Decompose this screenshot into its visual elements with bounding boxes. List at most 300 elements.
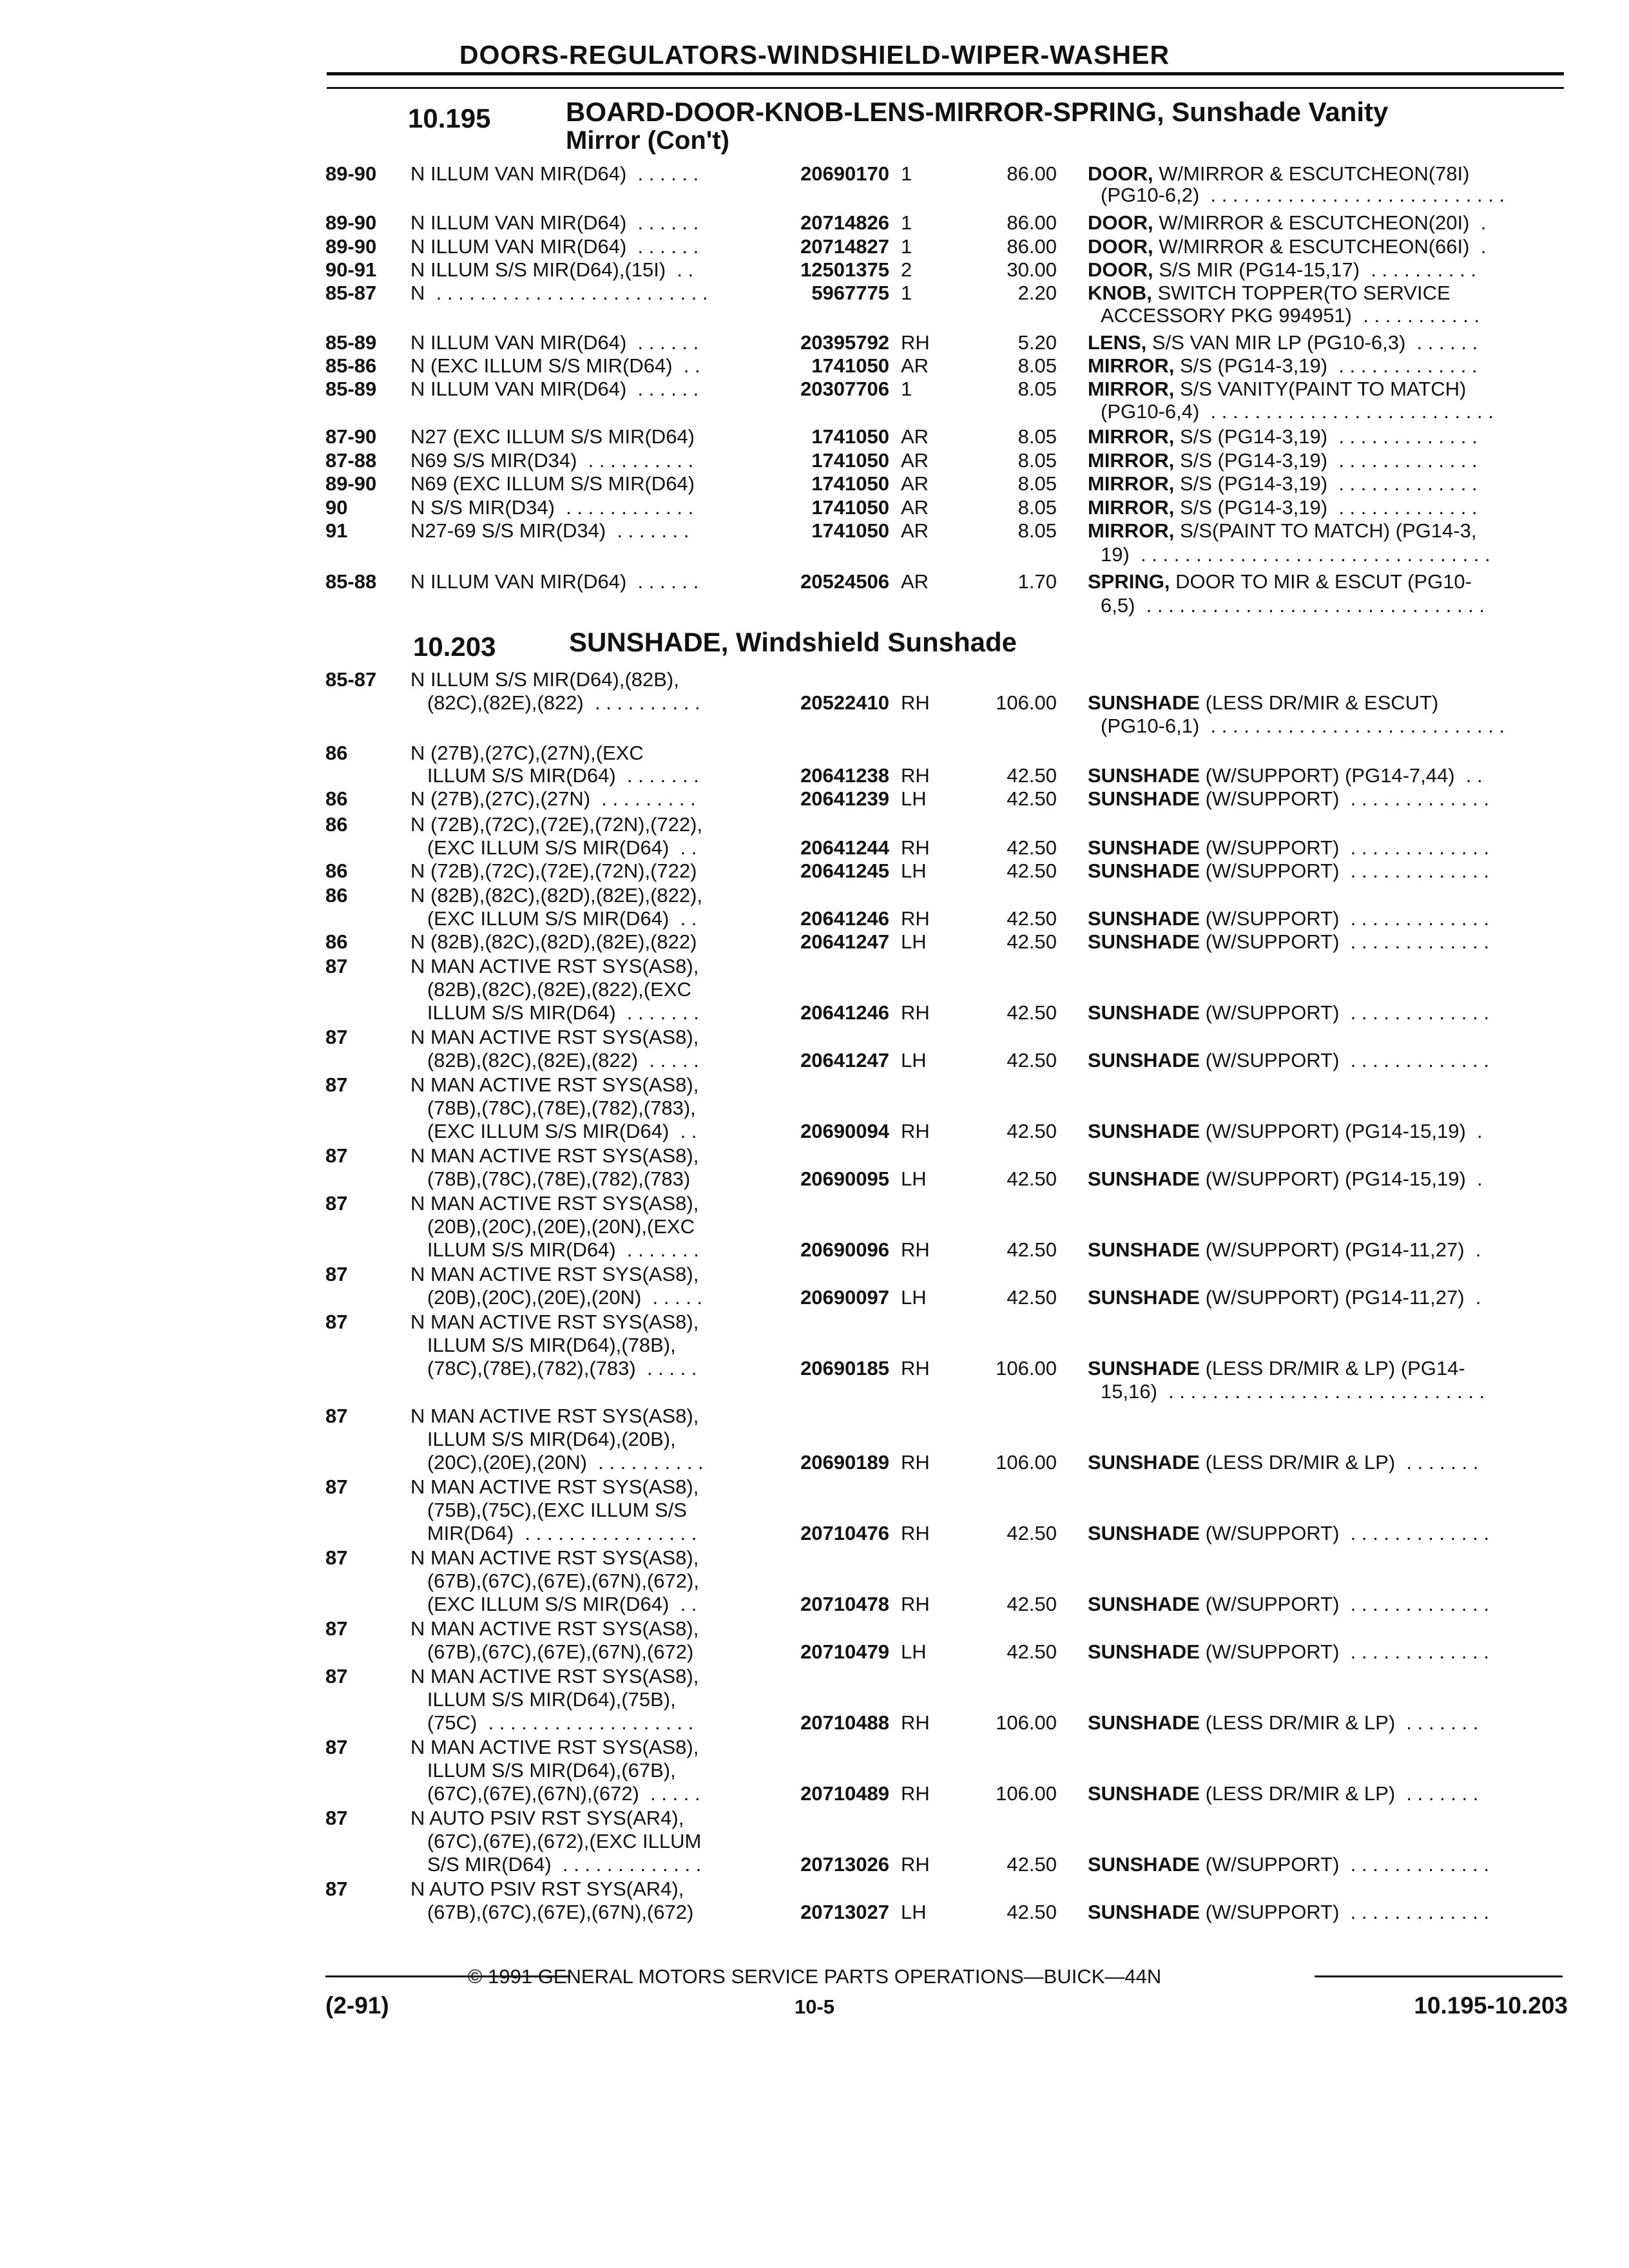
usage-description: N (82B),(82C),(82D),(82E),(822) — [410, 930, 697, 953]
usage-description: N MAN ACTIVE RST SYS(AS8), — [410, 1192, 699, 1215]
part-name — [1088, 282, 1451, 305]
part-name-detail: S/S VANITY(PAINT TO MATCH) — [1174, 378, 1467, 400]
part-name-keyword: MIRROR, — [1088, 354, 1175, 377]
usage-description: N MAN ACTIVE RST SYS(AS8), — [410, 1073, 699, 1096]
part-name-keyword: MIRROR, — [1088, 449, 1175, 472]
model-year: 87 — [325, 1546, 348, 1569]
part-number: 20641246 — [800, 1001, 889, 1024]
model-year: 87 — [325, 955, 348, 977]
model-year: 86 — [325, 742, 348, 764]
model-year: 87 — [325, 1475, 348, 1498]
usage-description: N ILLUM S/S MIR(D64),(15I) . . — [410, 258, 694, 281]
model-year: 87 — [325, 1617, 348, 1640]
quantity: RH — [901, 1782, 930, 1805]
part-name — [1088, 930, 1489, 954]
quantity: 1 — [901, 282, 912, 304]
part-name-detail: W/MIRROR & ESCUTCHEON(20I) . — [1153, 211, 1487, 234]
part-number: 20641245 — [800, 860, 889, 882]
part-name-detail: (W/SUPPORT) (PG14-15,19) . — [1199, 1168, 1483, 1190]
part-name — [1088, 836, 1489, 860]
page-header-title: DOORS-REGULATORS-WINDSHIELD-WIPER-WASHER — [459, 40, 1170, 70]
price: 106.00 — [996, 1782, 1057, 1805]
part-name — [1088, 570, 1472, 593]
part-name-keyword: SUNSHADE — [1088, 1168, 1200, 1190]
part-name-keyword: DOOR, — [1088, 258, 1153, 281]
part-name-keyword: MIRROR, — [1088, 425, 1175, 448]
price: 86.00 — [1007, 211, 1057, 234]
model-year: 87 — [325, 1405, 348, 1427]
part-name-keyword: SUNSHADE — [1088, 787, 1200, 810]
quantity: AR — [901, 472, 929, 495]
usage-description: N ILLUM VAN MIR(D64) . . . . . . — [410, 235, 699, 258]
usage-description: N ILLUM VAN MIR(D64) . . . . . . — [410, 162, 699, 185]
usage-description: N ILLUM VAN MIR(D64) . . . . . . — [410, 211, 699, 234]
part-name-detail: W/MIRROR & ESCUTCHEON(78I) — [1153, 162, 1470, 185]
price: 42.50 — [1007, 1853, 1057, 1876]
price: 42.50 — [1007, 787, 1057, 810]
model-year: 87 — [325, 1192, 348, 1215]
part-name — [1088, 162, 1469, 186]
quantity: LH — [901, 1640, 927, 1663]
part-number: 20690097 — [800, 1286, 889, 1309]
footer-section-range: 10.195-10.203 — [1414, 1992, 1568, 2019]
part-name-keyword: DOOR, — [1088, 211, 1153, 234]
usage-description: (EXC ILLUM S/S MIR(D64) . . — [410, 907, 697, 930]
part-number: 20690189 — [800, 1451, 889, 1474]
part-name-detail: (W/SUPPORT) (PG14-15,19) . — [1199, 1120, 1483, 1142]
price: 5.20 — [1017, 331, 1057, 354]
model-year: 89-90 — [325, 235, 377, 258]
quantity: RH — [901, 1451, 930, 1474]
part-name-keyword: SPRING, — [1088, 570, 1170, 593]
part-name-keyword: SUNSHADE — [1088, 1049, 1200, 1072]
part-name-detail: (LESS DR/MIR & LP) . . . . . . . — [1199, 1711, 1479, 1734]
part-name-detail: (W/SUPPORT) . . . . . . . . . . . . . — [1199, 1853, 1489, 1876]
usage-description: (67B),(67C),(67E),(67N),(672) — [410, 1901, 694, 1923]
part-name — [1088, 258, 1476, 282]
part-number: 12501375 — [800, 258, 889, 281]
part-number: 20690185 — [800, 1357, 889, 1379]
part-name-keyword: KNOB, — [1088, 282, 1152, 304]
section-title-10-195: BOARD-DOOR-KNOB-LENS-MIRROR-SPRING, Sunshade Vanity — [566, 97, 1389, 127]
usage-description: N ILLUM VAN MIR(D64) . . . . . . — [410, 331, 699, 354]
usage-description: (75C) . . . . . . . . . . . . . . . . . . . — [410, 1711, 694, 1734]
usage-description: (67C),(67E),(67N),(672) . . . . . — [410, 1782, 700, 1805]
part-number: 20714826 — [800, 211, 889, 234]
model-year: 86 — [325, 787, 348, 810]
quantity: LH — [901, 930, 927, 953]
part-name-detail: S/S (PG14-3,19) . . . . . . . . . . . . . — [1174, 425, 1478, 448]
part-name — [1088, 425, 1478, 448]
model-year: 87 — [325, 1807, 348, 1829]
part-name — [1088, 1711, 1478, 1735]
part-number: 20641238 — [800, 764, 889, 787]
usage-description: (EXC ILLUM S/S MIR(D64) . . — [410, 1593, 697, 1615]
quantity: AR — [901, 354, 929, 377]
part-name — [1088, 764, 1483, 787]
section-subtitle-10-195: Mirror (Con't) — [566, 126, 729, 155]
price: 8.05 — [1017, 378, 1057, 400]
usage-description: N ILLUM VAN MIR(D64) . . . . . . — [410, 570, 699, 593]
part-name-keyword: SUNSHADE — [1088, 1853, 1200, 1876]
part-name — [1088, 1286, 1481, 1309]
part-name-detail: (W/SUPPORT) . . . . . . . . . . . . . — [1199, 907, 1489, 930]
usage-description: (78B),(78C),(78E),(782),(783), — [410, 1097, 696, 1119]
part-name — [1088, 1640, 1489, 1664]
part-name-detail: (W/SUPPORT) . . . . . . . . . . . . . — [1199, 1522, 1489, 1544]
footer-page-number: 10-5 — [794, 1995, 835, 2018]
part-number: 1741050 — [811, 519, 889, 542]
usage-description: N MAN ACTIVE RST SYS(AS8), — [410, 1026, 699, 1048]
part-name — [1088, 691, 1438, 715]
usage-description: ILLUM S/S MIR(D64),(78B), — [410, 1334, 676, 1356]
model-year: 91 — [325, 519, 348, 542]
price: 42.50 — [1007, 860, 1057, 882]
part-name — [1088, 1120, 1483, 1143]
section-number-10-195: 10.195 — [408, 103, 491, 133]
part-name-detail: S/S (PG14-3,19) . . . . . . . . . . . . . — [1174, 354, 1478, 377]
part-number: 20710489 — [800, 1782, 889, 1805]
price: 106.00 — [996, 691, 1057, 714]
usage-description: N (27B),(27C),(27N) . . . . . . . . . — [410, 787, 696, 810]
model-year: 90 — [325, 496, 348, 519]
part-name-detail: (LESS DR/MIR & ESCUT) — [1199, 691, 1439, 714]
price: 42.50 — [1007, 1168, 1057, 1190]
part-name-detail: (W/SUPPORT) . . . . . . . . . . . . . — [1199, 1001, 1489, 1024]
price: 42.50 — [1007, 1522, 1057, 1544]
quantity: RH — [901, 1357, 930, 1379]
part-number: 20641246 — [800, 907, 889, 930]
part-name-keyword: SUNSHADE — [1088, 1238, 1200, 1261]
model-year: 87 — [325, 1665, 348, 1687]
part-name-keyword: LENS, — [1088, 331, 1147, 354]
quantity: 1 — [901, 235, 912, 258]
part-name-detail: (W/SUPPORT) . . . . . . . . . . . . . — [1199, 1593, 1489, 1615]
model-year: 85-86 — [325, 354, 377, 377]
price: 106.00 — [996, 1451, 1057, 1474]
part-number: 20714827 — [800, 235, 889, 258]
part-name-keyword: SUNSHADE — [1088, 1001, 1200, 1024]
model-year: 87-88 — [325, 449, 377, 472]
part-name — [1088, 354, 1478, 378]
part-number: 20641244 — [800, 836, 889, 859]
part-name — [1088, 1049, 1489, 1072]
usage-description: N ILLUM VAN MIR(D64) . . . . . . — [410, 378, 699, 400]
usage-description: N (72B),(72C),(72E),(72N),(722), — [410, 813, 703, 836]
model-year: 87 — [325, 1736, 348, 1758]
price: 42.50 — [1007, 1593, 1057, 1615]
part-number: 20710478 — [800, 1593, 889, 1615]
price: 2.20 — [1017, 282, 1057, 304]
usage-description: MIR(D64) . . . . . . . . . . . . . . . . — [410, 1522, 697, 1544]
part-number: 20641247 — [800, 930, 889, 953]
section-number-10-203: 10.203 — [413, 631, 496, 662]
price: 8.05 — [1017, 425, 1057, 448]
part-name-detail: (W/SUPPORT) . . . . . . . . . . . . . — [1199, 860, 1489, 882]
price: 106.00 — [996, 1711, 1057, 1734]
quantity: AR — [901, 570, 929, 593]
usage-description: (20B),(20C),(20E),(20N),(EXC — [410, 1215, 695, 1238]
part-name-detail: (W/SUPPORT) . . . . . . . . . . . . . — [1199, 1640, 1489, 1663]
usage-description: N MAN ACTIVE RST SYS(AS8), — [410, 1311, 699, 1333]
model-year: 87 — [325, 1026, 348, 1048]
usage-description: N (82B),(82C),(82D),(82E),(822), — [410, 884, 703, 907]
part-name-detail: (W/SUPPORT) . . . . . . . . . . . . . — [1199, 930, 1489, 953]
part-number: 20710479 — [800, 1640, 889, 1663]
part-name-continuation: 19) . . . . . . . . . . . . . . . . . . . . . . . . . . . . . . . . — [1101, 543, 1490, 566]
part-number: 20522410 — [800, 691, 889, 714]
part-name-continuation: (PG10-6,1) . . . . . . . . . . . . . . . . . . . . . . . . . . . — [1101, 715, 1505, 737]
part-name-keyword: SUNSHADE — [1088, 836, 1200, 859]
usage-description: N (72B),(72C),(72E),(72N),(722) — [410, 860, 697, 882]
model-year: 86 — [325, 930, 348, 953]
part-number: 20395792 — [800, 331, 889, 354]
price: 86.00 — [1007, 235, 1057, 258]
part-name-detail: (W/SUPPORT) . . . . . . . . . . . . . — [1199, 1049, 1489, 1072]
model-year: 86 — [325, 884, 348, 907]
quantity: LH — [901, 860, 927, 882]
part-name-detail: W/MIRROR & ESCUTCHEON(66I) . — [1153, 235, 1487, 258]
part-name-continuation: ACCESSORY PKG 994951) . . . . . . . . . . . — [1101, 304, 1480, 327]
model-year: 87 — [325, 1878, 348, 1900]
quantity: LH — [901, 1168, 927, 1190]
usage-description: ILLUM S/S MIR(D64) . . . . . . . — [410, 764, 699, 787]
part-name-detail: S/S (PG14-3,19) . . . . . . . . . . . . . — [1174, 496, 1478, 519]
part-name-detail: (W/SUPPORT) (PG14-11,27) . — [1199, 1238, 1481, 1261]
part-number: 5967775 — [811, 282, 889, 304]
usage-description: (67C),(67E),(672),(EXC ILLUM — [410, 1830, 702, 1852]
part-number: 20641239 — [800, 787, 889, 810]
usage-description: (EXC ILLUM S/S MIR(D64) . . — [410, 836, 697, 859]
price: 8.05 — [1017, 354, 1057, 377]
quantity: LH — [901, 1049, 927, 1072]
usage-description: N (EXC ILLUM S/S MIR(D64) . . — [410, 354, 700, 377]
quantity: LH — [901, 787, 927, 810]
model-year: 86 — [325, 860, 348, 882]
usage-description: N . . . . . . . . . . . . . . . . . . . . . . . . . — [410, 282, 708, 304]
usage-description: (82B),(82C),(82E),(822),(EXC — [410, 978, 691, 1001]
part-number: 20713027 — [800, 1901, 889, 1923]
part-name-keyword: SUNSHADE — [1088, 1357, 1200, 1379]
part-number: 20524506 — [800, 570, 889, 593]
header-rule-secondary — [327, 87, 1564, 89]
part-name-keyword: SUNSHADE — [1088, 1711, 1200, 1734]
quantity: RH — [901, 1120, 930, 1142]
part-name — [1088, 1593, 1489, 1616]
price: 42.50 — [1007, 836, 1057, 859]
quantity: RH — [901, 691, 930, 714]
usage-description: (EXC ILLUM S/S MIR(D64) . . — [410, 1120, 697, 1142]
part-name — [1088, 496, 1478, 519]
part-number: 1741050 — [811, 496, 889, 519]
usage-description: S/S MIR(D64) . . . . . . . . . . . . . — [410, 1853, 702, 1876]
part-number: 20690170 — [800, 162, 889, 185]
price: 42.50 — [1007, 1901, 1057, 1923]
usage-description: N MAN ACTIVE RST SYS(AS8), — [410, 1546, 699, 1569]
part-name — [1088, 235, 1486, 258]
part-name-detail: (W/SUPPORT) . . . . . . . . . . . . . — [1199, 836, 1489, 859]
usage-description: N69 S/S MIR(D34) . . . . . . . . . . — [410, 449, 694, 472]
part-name — [1088, 860, 1489, 883]
usage-description: N ILLUM S/S MIR(D64),(82B), — [410, 668, 679, 691]
quantity: LH — [901, 1901, 927, 1923]
quantity: LH — [901, 1286, 927, 1309]
quantity: RH — [901, 1711, 930, 1734]
usage-description: N S/S MIR(D34) . . . . . . . . . . . . — [410, 496, 694, 519]
part-name-continuation: (PG10-6,2) . . . . . . . . . . . . . . . . . . . . . . . . . . . — [1101, 184, 1505, 206]
part-name-detail: (W/SUPPORT) . . . . . . . . . . . . . — [1199, 1901, 1489, 1923]
usage-description: N MAN ACTIVE RST SYS(AS8), — [410, 1665, 699, 1687]
price: 42.50 — [1007, 907, 1057, 930]
footer-copyright: © 1991 GENERAL MOTORS SERVICE PARTS OPERATIONS—BUICK—44N — [467, 1965, 1162, 1988]
part-name-detail: SWITCH TOPPER(TO SERVICE — [1152, 282, 1451, 304]
part-name-keyword: SUNSHADE — [1088, 1593, 1200, 1615]
part-name-keyword: SUNSHADE — [1088, 1522, 1200, 1544]
part-name — [1088, 472, 1478, 495]
part-name-keyword: DOOR, — [1088, 235, 1153, 258]
quantity: 2 — [901, 258, 912, 281]
usage-description: ILLUM S/S MIR(D64) . . . . . . . — [410, 1238, 699, 1261]
section-title-10-203: SUNSHADE, Windshield Sunshade — [569, 627, 1017, 657]
price: 42.50 — [1007, 1120, 1057, 1142]
quantity: RH — [901, 1001, 930, 1024]
part-name-continuation: 6,5) . . . . . . . . . . . . . . . . . . . . . . . . . . . . . . . — [1101, 594, 1485, 617]
part-number: 1741050 — [811, 425, 889, 448]
usage-description: N MAN ACTIVE RST SYS(AS8), — [410, 1144, 699, 1167]
usage-description: (78C),(78E),(782),(783) . . . . . — [410, 1357, 697, 1379]
usage-description: N AUTO PSIV RST SYS(AR4), — [410, 1807, 684, 1829]
usage-description: N (27B),(27C),(27N),(EXC — [410, 742, 644, 764]
part-number: 20690096 — [800, 1238, 889, 1261]
part-number: 20690094 — [800, 1120, 889, 1142]
quantity: RH — [901, 836, 930, 859]
part-name — [1088, 378, 1466, 401]
part-name — [1088, 1451, 1478, 1474]
part-name-detail: (W/SUPPORT) (PG14-11,27) . — [1199, 1286, 1481, 1309]
part-name — [1088, 449, 1478, 472]
usage-description: (67B),(67C),(67E),(67N),(672) — [410, 1640, 694, 1663]
usage-description: N MAN ACTIVE RST SYS(AS8), — [410, 1405, 699, 1427]
price: 8.05 — [1017, 519, 1057, 542]
part-name-detail: (W/SUPPORT) . . . . . . . . . . . . . — [1199, 787, 1489, 810]
part-name-keyword: DOOR, — [1088, 162, 1153, 185]
part-name — [1088, 1522, 1489, 1545]
part-name-keyword: MIRROR, — [1088, 519, 1175, 542]
usage-description: N MAN ACTIVE RST SYS(AS8), — [410, 1263, 699, 1285]
model-year: 86 — [325, 813, 348, 836]
model-year: 87 — [325, 1263, 348, 1285]
part-name — [1088, 787, 1489, 811]
quantity: 1 — [901, 211, 912, 234]
quantity: AR — [901, 519, 929, 542]
price: 42.50 — [1007, 1238, 1057, 1261]
part-name-keyword: SUNSHADE — [1088, 907, 1200, 930]
price: 42.50 — [1007, 1640, 1057, 1663]
part-name — [1088, 1901, 1489, 1924]
part-name — [1088, 1238, 1481, 1262]
usage-description: (78B),(78C),(78E),(782),(783) — [410, 1168, 691, 1190]
part-name-keyword: SUNSHADE — [1088, 1286, 1200, 1309]
part-name-keyword: SUNSHADE — [1088, 1782, 1200, 1805]
price: 106.00 — [996, 1357, 1057, 1379]
part-name-keyword: SUNSHADE — [1088, 1640, 1200, 1663]
usage-description: ILLUM S/S MIR(D64),(75B), — [410, 1688, 676, 1711]
part-name-keyword: SUNSHADE — [1088, 930, 1200, 953]
part-name — [1088, 907, 1489, 930]
usage-description: (75B),(75C),(EXC ILLUM S/S — [410, 1499, 687, 1521]
model-year: 87-90 — [325, 425, 377, 448]
quantity: 1 — [901, 378, 912, 400]
part-name-detail: S/S(PAINT TO MATCH) (PG14-3, — [1174, 519, 1477, 542]
part-name — [1088, 211, 1486, 235]
usage-description: N MAN ACTIVE RST SYS(AS8), — [410, 1617, 699, 1640]
part-name-detail: DOOR TO MIR & ESCUT (PG10- — [1170, 570, 1472, 593]
price: 8.05 — [1017, 472, 1057, 495]
usage-description: (82B),(82C),(82E),(822) . . . . . — [410, 1049, 699, 1072]
quantity: RH — [901, 1593, 930, 1615]
quantity: AR — [901, 425, 929, 448]
part-name — [1088, 1168, 1483, 1191]
model-year: 87 — [325, 1144, 348, 1167]
part-name-detail: (W/SUPPORT) (PG14-7,44) . . — [1199, 764, 1483, 787]
price: 42.50 — [1007, 1049, 1057, 1072]
model-year: 85-89 — [325, 378, 377, 400]
part-name-continuation: 15,16) . . . . . . . . . . . . . . . . . . . . . . . . . . . . . — [1101, 1380, 1485, 1403]
quantity: RH — [901, 907, 930, 930]
price: 42.50 — [1007, 1286, 1057, 1309]
part-name-keyword: SUNSHADE — [1088, 1451, 1200, 1474]
part-number: 1741050 — [811, 354, 889, 377]
part-number: 20710476 — [800, 1522, 889, 1544]
price: 1.70 — [1017, 570, 1057, 593]
model-year: 90-91 — [325, 258, 377, 281]
model-year: 85-87 — [325, 282, 377, 304]
price: 86.00 — [1007, 162, 1057, 185]
price: 42.50 — [1007, 764, 1057, 787]
part-name — [1088, 519, 1476, 543]
part-number: 20713026 — [800, 1853, 889, 1876]
part-name-keyword: MIRROR, — [1088, 472, 1175, 495]
model-year: 89-90 — [325, 162, 377, 185]
part-name — [1088, 1357, 1465, 1380]
part-name — [1088, 1782, 1478, 1805]
model-year: 85-89 — [325, 331, 377, 354]
usage-description: (20B),(20C),(20E),(20N) . . . . . — [410, 1286, 703, 1309]
usage-description: N27-69 S/S MIR(D34) . . . . . . . — [410, 519, 689, 542]
part-number: 20710488 — [800, 1711, 889, 1734]
usage-description: ILLUM S/S MIR(D64) . . . . . . . — [410, 1001, 699, 1024]
price: 8.05 — [1017, 449, 1057, 472]
footer-date: (2-91) — [325, 1992, 389, 2019]
part-name-detail: S/S (PG14-3,19) . . . . . . . . . . . . . — [1174, 449, 1478, 472]
part-name-keyword: SUNSHADE — [1088, 764, 1200, 787]
part-name-detail: S/S (PG14-3,19) . . . . . . . . . . . . . — [1174, 472, 1478, 495]
price: 30.00 — [1007, 258, 1057, 281]
part-name-keyword: SUNSHADE — [1088, 1901, 1200, 1923]
header-rule — [327, 72, 1564, 75]
usage-description: N MAN ACTIVE RST SYS(AS8), — [410, 1475, 699, 1498]
quantity: 1 — [901, 162, 912, 185]
usage-description: N69 (EXC ILLUM S/S MIR(D64) — [410, 472, 695, 495]
part-name-keyword: SUNSHADE — [1088, 860, 1200, 882]
model-year: 87 — [325, 1311, 348, 1333]
model-year: 87 — [325, 1073, 348, 1096]
part-name — [1088, 1001, 1489, 1024]
model-year: 89-90 — [325, 472, 377, 495]
quantity: RH — [901, 1522, 930, 1544]
part-number: 20307706 — [800, 378, 889, 400]
price: 8.05 — [1017, 496, 1057, 519]
